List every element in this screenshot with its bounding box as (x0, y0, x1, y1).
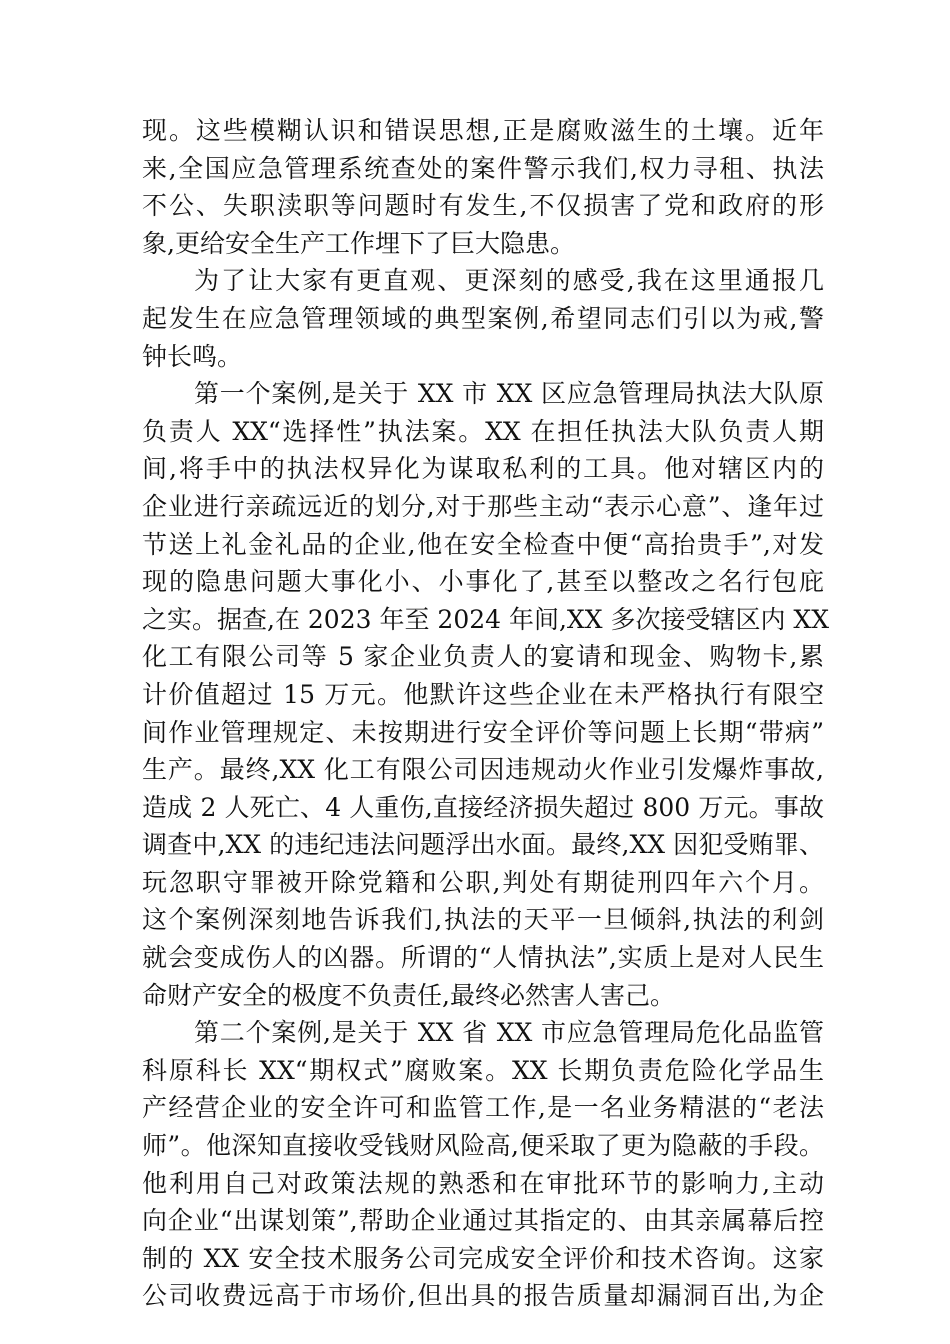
text-line: 玩忽职守罪被开除党籍和公职,判处有期徒刑四年六个月。 (142, 867, 824, 897)
text-line: 间作业管理规定、未按期进行安全评价等问题上长期“带病” (142, 717, 824, 747)
text-line: 来,全国应急管理系统查处的案件警示我们,权力寻租、执法 (142, 153, 824, 183)
text-line: 负责人 XX“选择性”执法案。XX 在担任执法大队负责人期 (142, 416, 824, 446)
text-line: 不公、失职渎职等问题时有发生,不仅损害了党和政府的形 (142, 191, 824, 221)
text-line: 计价值超过 15 万元。他默许这些企业在未严格执行有限空 (142, 679, 824, 709)
text-line: 化工有限公司等 5 家企业负责人的宴请和现金、购物卡,累 (142, 642, 824, 672)
text-line: 钟长鸣。 (142, 341, 243, 371)
text-line: 科原科长 XX“期权式”腐败案。XX 长期负责危险化学品生 (142, 1055, 824, 1085)
paragraph-first-line: 第二个案例,是关于 XX 省 XX 市应急管理局危化品监管 (194, 1018, 824, 1048)
text-line: 命财产安全的极度不负责任,最终必然害人害己。 (142, 980, 675, 1010)
text-line: 之实。据查,在 2023 年至 2024 年间,XX 多次接受辖区内 XX (142, 604, 830, 634)
text-line: 公司收费远高于市场价,但出具的报告质量却漏洞百出,为企 (142, 1281, 824, 1311)
text-line: 这个案例深刻地告诉我们,执法的天平一旦倾斜,执法的利剑 (142, 905, 824, 935)
text-line: 生产。最终,XX 化工有限公司因违规动火作业引发爆炸事故, (142, 755, 824, 785)
text-line: 起发生在应急管理领域的典型案例,希望同志们引以为戒,警 (142, 303, 824, 333)
text-line: 师”。他深知直接收受钱财风险高,便采取了更为隐蔽的手段。 (142, 1131, 824, 1161)
text-line: 向企业“出谋划策”,帮助企业通过其指定的、由其亲属幕后控 (142, 1206, 824, 1236)
text-line: 间,将手中的执法权异化为谋取私利的工具。他对辖区内的 (142, 454, 824, 484)
text-line: 节送上礼金礼品的企业,他在安全检查中便“高抬贵手”,对发 (142, 529, 824, 559)
text-line: 产经营企业的安全许可和监管工作,是一名业务精湛的“老法 (142, 1093, 824, 1123)
paragraph-first-line: 为了让大家有更直观、更深刻的感受,我在这里通报几 (194, 266, 824, 296)
text-line: 就会变成伤人的凶器。所谓的“人情执法”,实质上是对人民生 (142, 943, 824, 973)
paragraph-first-line: 第一个案例,是关于 XX 市 XX 区应急管理局执法大队原 (194, 379, 824, 409)
document-page (142, 112, 830, 1315)
text-line: 他利用自己对政策法规的熟悉和在审批环节的影响力,主动 (142, 1168, 824, 1198)
text-line: 造成 2 人死亡、4 人重伤,直接经济损失超过 800 万元。事故 (142, 792, 824, 822)
text-line: 企业进行亲疏远近的划分,对于那些主动“表示心意”、逢年过 (142, 491, 824, 521)
text-line: 调查中,XX 的违纪违法问题浮出水面。最终,XX 因犯受贿罪、 (142, 830, 824, 860)
text-line: 象,更给安全生产工作埋下了巨大隐患。 (142, 228, 575, 258)
text-line: 现。这些模糊认识和错误思想,正是腐败滋生的土壤。近年 (142, 116, 824, 145)
text-line: 现的隐患问题大事化小、小事化了,甚至以整改之名行包庇 (142, 567, 824, 597)
text-line: 制的 XX 安全技术服务公司完成安全评价和技术咨询。这家 (142, 1243, 824, 1273)
